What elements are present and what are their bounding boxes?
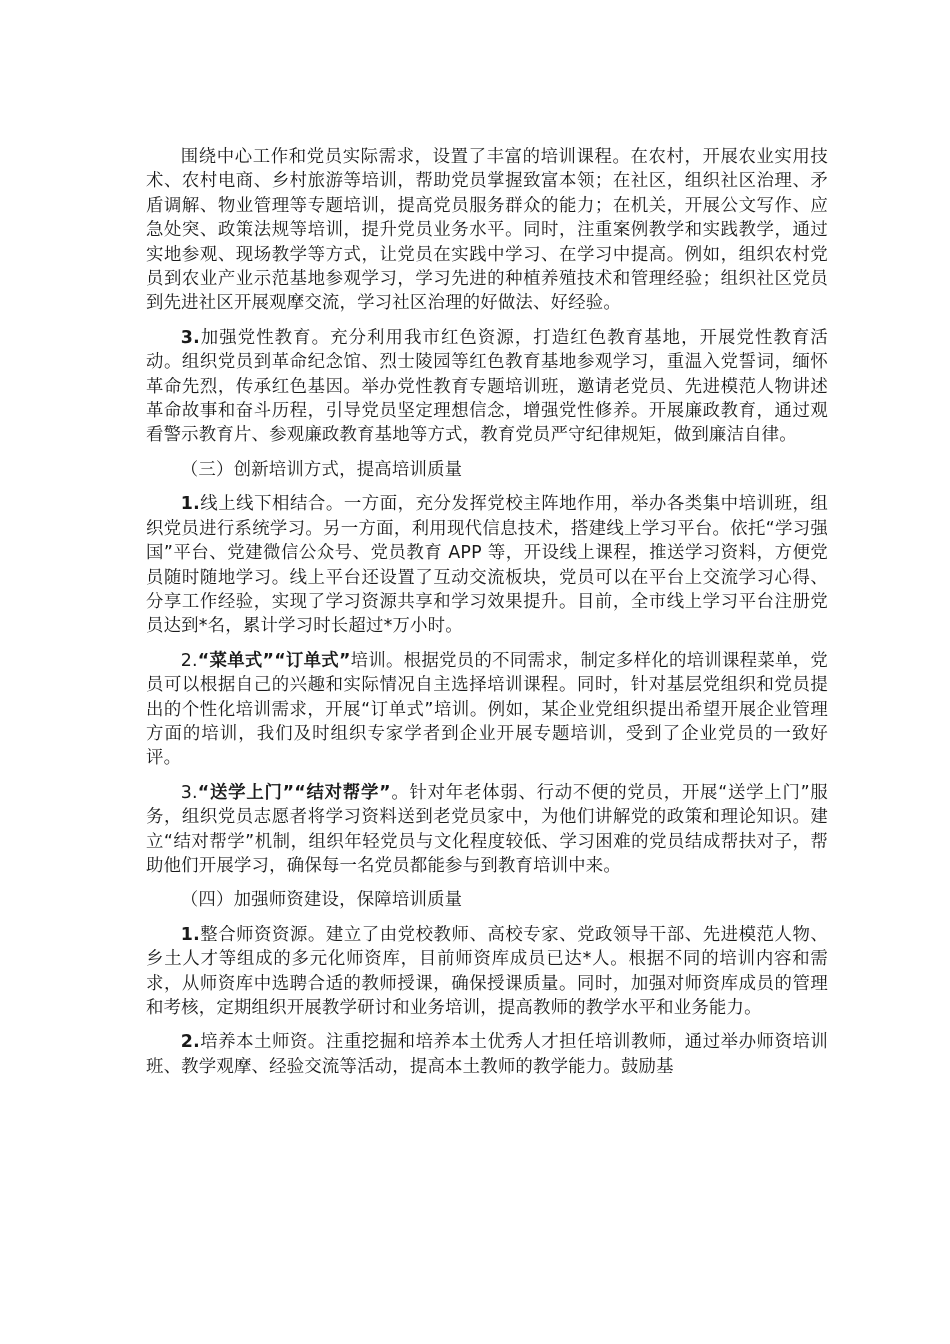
paragraph-number: 1.: [180, 924, 200, 945]
paragraph-home-delivery-learning: [146, 781, 828, 879]
paragraph-menu-order-training: [146, 649, 828, 771]
heading-text: （三）创新培训方式，提高培训质量: [180, 459, 463, 480]
paragraph-online-offline: [146, 492, 828, 638]
document-page: [146, 145, 828, 1089]
paragraph-number: 2.: [180, 1032, 200, 1053]
paragraph-text: 培训。根据党员的不同需求，制定多样化的培训课程菜单，党员可以根据自己的兴趣和实际情况自主选择培训课程。同时，针对基层党组织和党员提出的个性化培训需求，开展“订单式”培训。例如，某企业党组织提出希望开展企业管理方面的培训，我们及时组织专家学者到企业开展专题培训，受到了企业党员的一致好评。: [146, 650, 828, 769]
paragraph-text: 整合师资资源。建立了由党校教师、高校专家、党政领导干部、先进模范人物、乡土人才等组成的多元化师资库，目前师资库成员已达*人。根据不同的培训内容和需求，从师资库中选聘合适的教师授课，确保授课质量。同时，加强对师资库成员的管理和考核，定期组织开展教学研讨和业务培训，提高教师的教学水平和业务能力。: [146, 924, 828, 1018]
paragraph-text: 线上线下相结合。一方面，充分发挥党校主阵地作用，举办各类集中培训班，组织党员进行系统学习。另一方面，利用现代信息技术，搭建线上学习平台。依托“学习强国”平台、党建微信公众号、党员教育 APP 等，开设线上课程，推送学习资料，方便党员随时随地学习。线上平台还设置了互动交流板块，党员可以在平台上交流学习心得、分享工作经验，实现了学习资源共享和学习效果提升。目前，全市线上学习平台注册党员达到*名，累计学习时长超过*万小时。: [146, 494, 828, 637]
paragraph-integrate-teachers: [146, 923, 828, 1021]
paragraph-text: 。针对年老体弱、行动不便的党员，开展“送学上门”服务，组织党员志愿者将学习资料送到老党员家中，为他们讲解党的政策和理论知识。建立“结对帮学”机制，组织年轻党员与文化程度较低、学习困难的党员结成帮扶对子，帮助他们开展学习，确保每一名党员都能参与到教育培训中来。: [146, 782, 828, 876]
paragraph-training-courses: [146, 145, 828, 316]
paragraph-local-teachers: [146, 1030, 828, 1079]
paragraph-number: 3.: [180, 782, 198, 803]
paragraph-lead-title: “菜单式”“订单式”: [197, 650, 351, 671]
paragraph-number: 1.: [180, 494, 200, 515]
paragraph-text: 加强党性教育。充分利用我市红色资源，打造红色教育基地，开展党性教育活动。组织党员到革命纪念馆、烈士陵园等红色教育基地参观学习，重温入党誓词，缅怀革命先烈，传承红色基因。举办党性教育专题培训班，邀请老党员、先进模范人物讲述革命故事和奋斗历程，引导党员坚定理想信念，增强党性修养。开展廉政教育，通过观看警示教育片、参观廉政教育基地等方式，教育党员严守纪律规矩，做到廉洁自律。: [146, 327, 828, 446]
section-heading-four: [146, 888, 828, 912]
paragraph-lead-title: “送学上门”“结对帮学”: [197, 782, 391, 803]
paragraph-party-spirit-education: [146, 326, 828, 448]
paragraph-text: 围绕中心工作和党员实际需求，设置了丰富的培训课程。在农村，开展农业实用技术、农村电商、乡村旅游等培训，帮助党员掌握致富本领；在社区，组织社区治理、矛盾调解、物业管理等专题培训，提高党员服务群众的能力；在机关，开展公文写作、应急处突、政策法规等培训，提升党员业务水平。同时，注重案例教学和实践教学，通过实地参观、现场教学等方式，让党员在实践中学习、在学习中提高。例如，组织农村党员到农业产业示范基地参观学习，学习先进的种植养殖技术和管理经验；组织社区党员到先进社区开展观摩交流，学习社区治理的好做法、好经验。: [146, 147, 828, 314]
paragraph-number: 3.: [180, 327, 200, 348]
section-heading-three: [146, 458, 828, 482]
heading-text: （四）加强师资建设，保障培训质量: [180, 890, 463, 911]
paragraph-number: 2.: [180, 650, 198, 671]
paragraph-text: 培养本土师资。注重挖掘和培养本土优秀人才担任培训教师，通过举办师资培训班、教学观摩、经验交流等活动，提高本土教师的教学能力。鼓励基: [146, 1032, 828, 1077]
